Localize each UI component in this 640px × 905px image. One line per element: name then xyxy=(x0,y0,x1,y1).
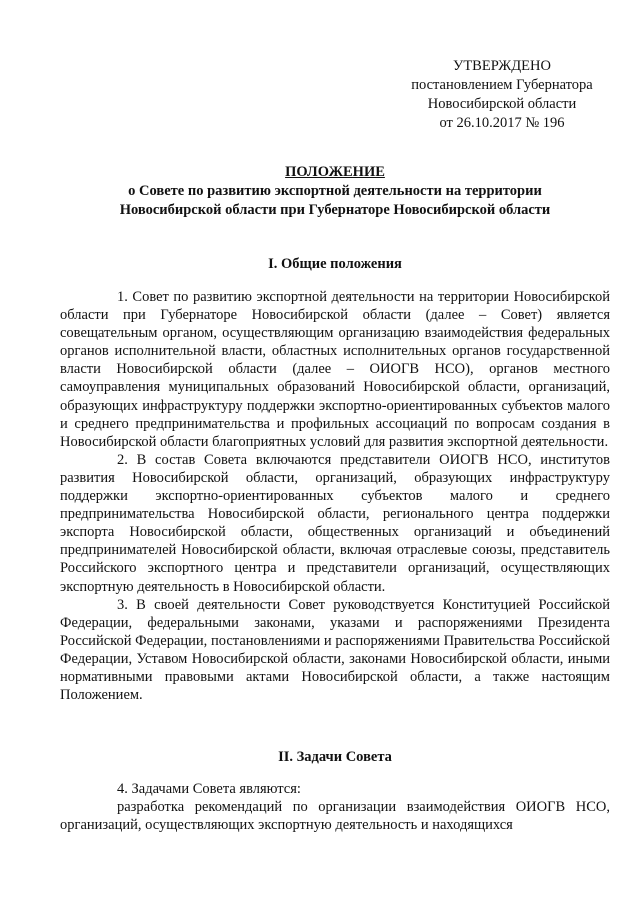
document-title xyxy=(60,163,610,220)
paragraph: 3. В своей деятельности Совет руководствуется Конституцией Российской Федерации, федеральными законами, указами и распоряжениями Президента Российской Федерации, постановлениями и распоряжениями Правительства Российской Федерации, Уставом Новосибирской области, законами Новосибирской области, иными нормативными правовыми актами Новосибирской области, а также настоящим Положением. xyxy=(60,596,610,704)
section-body-tasks xyxy=(60,780,610,834)
approval-region-line: Новосибирской области xyxy=(427,96,577,112)
approval-decree-line: постановлением Губернатора xyxy=(411,77,593,93)
approval-stamp xyxy=(402,57,602,133)
approval-date-number: от 26.10.2017 № 196 xyxy=(439,115,565,131)
section-heading-general: I. Общие положения xyxy=(268,256,402,272)
paragraph: 2. В состав Совета включаются представители ОИОГВ НСО, институтов развития Новосибирской области, организаций, образующих инфраструктуру поддержки экспортно-ориентированных субъектов малого и среднего предпринимательства Новосибирской области, регионального центра поддержки экспорта Новосибирской области, общественных организаций и объединений предпринимателей Новосибирской области, включая отраслевые союзы, представитель Российского экспортного центра и представители организаций, осуществляющих экспортную деятельность в Новосибирской области. xyxy=(60,451,610,595)
paragraph: 4. Задачами Совета являются: xyxy=(117,781,301,797)
paragraph: разработка рекомендаций по организации взаимодействия ОИОГВ НСО, организаций, осуществляющих экспортную деятельность и находящихся xyxy=(60,799,610,834)
section-body-general xyxy=(60,288,610,704)
title-heading: ПОЛОЖЕНИЕ xyxy=(285,164,385,180)
title-subject-line-2: Новосибирской области при Губернаторе Новосибирской области xyxy=(119,202,551,218)
section-heading-tasks: II. Задачи Совета xyxy=(278,749,392,765)
paragraph: 1. Совет по развитию экспортной деятельности на территории Новосибирской области при Губернаторе Новосибирской области (далее – Совет) является совещательным органом, осуществляющим организацию взаимодействия федеральных органов исполнительной власти, областных исполнительных органов государственной власти Новосибирской области (далее – ОИОГВ НСО), органов местного самоуправления муниципальных образований Новосибирской области, организаций, образующих инфраструктуру поддержки экспортно-ориентированных субъектов малого и среднего предпринимательства и профильных ассоциаций по вопросам создания в Новосибирской области благоприятных условий для развития экспортной деятельности. xyxy=(60,289,610,450)
title-subject-line-1: о Совете по развитию экспортной деятельности на территории xyxy=(128,183,542,199)
approval-label: УТВЕРЖДЕНО xyxy=(453,58,551,74)
